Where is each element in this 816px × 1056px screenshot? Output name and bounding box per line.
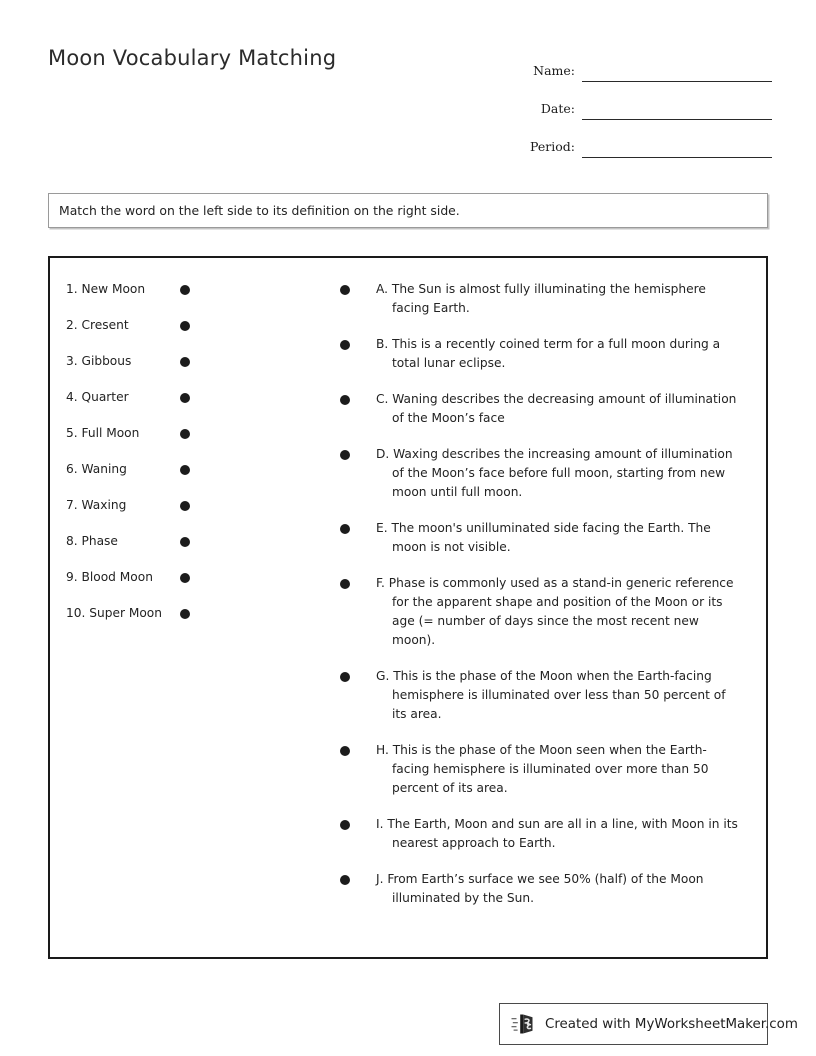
worksheet-header	[0, 0, 816, 160]
term-row[interactable]	[50, 604, 340, 623]
definition-row[interactable]	[340, 445, 766, 502]
term-row[interactable]	[50, 568, 340, 587]
date-label: Date:	[540, 101, 575, 116]
definition-match-dot[interactable]	[340, 340, 350, 350]
term-label: 4. Quarter	[66, 390, 129, 404]
terms-column	[50, 280, 340, 640]
definition-text: B. This is a recently coined term for a full moon during a total lunar eclipse.	[376, 337, 721, 370]
definition-text: H. This is the phase of the Moon seen when the Earth-facing hemisphere is illuminated over more than 50 percent of its area.	[376, 743, 709, 795]
student-info-block	[500, 44, 772, 158]
term-row[interactable]	[50, 424, 340, 443]
definition-text: E. The moon's unilluminated side facing the Earth. The moon is not visible.	[376, 521, 711, 554]
term-match-dot[interactable]	[180, 537, 190, 547]
name-label: Name:	[533, 63, 575, 78]
term-row[interactable]	[50, 496, 340, 515]
definition-row[interactable]	[340, 667, 766, 724]
definition-text: C. Waning describes the decreasing amount of illumination of the Moon’s face	[376, 392, 737, 425]
worksheet-maker-badge[interactable]	[499, 1003, 798, 1045]
matching-exercise-box	[48, 256, 768, 959]
definition-row[interactable]	[340, 574, 766, 650]
definition-row[interactable]	[340, 870, 766, 908]
term-row[interactable]	[50, 460, 340, 479]
term-row[interactable]	[50, 532, 340, 551]
page-title: Moon Vocabulary Matching	[48, 46, 337, 70]
term-match-dot[interactable]	[180, 321, 190, 331]
definition-text: A. The Sun is almost fully illuminating the hemisphere facing Earth.	[376, 282, 706, 315]
definition-match-dot[interactable]	[340, 450, 350, 460]
term-label: 9. Blood Moon	[66, 570, 153, 584]
definition-row[interactable]	[340, 335, 766, 373]
definition-text: I. The Earth, Moon and sun are all in a line, with Moon in its nearest approach to Earth.	[376, 817, 738, 850]
student-info-row-name	[500, 44, 772, 82]
period-write-line[interactable]	[582, 139, 772, 158]
term-match-dot[interactable]	[180, 357, 190, 367]
term-label: 5. Full Moon	[66, 426, 140, 440]
term-row[interactable]	[50, 388, 340, 407]
term-match-dot[interactable]	[180, 285, 190, 295]
date-write-line[interactable]	[582, 101, 772, 120]
definition-row[interactable]	[340, 280, 766, 318]
term-label: 1. New Moon	[66, 282, 146, 296]
definition-text: J. From Earth’s surface we see 50% (half) of the Moon illuminated by the Sun.	[376, 872, 704, 905]
student-info-row-period	[500, 120, 772, 158]
term-row[interactable]	[50, 352, 340, 371]
period-label: Period:	[530, 139, 575, 154]
definition-match-dot[interactable]	[340, 285, 350, 295]
term-label: 6. Waning	[66, 462, 127, 476]
name-write-line[interactable]	[582, 63, 772, 82]
term-match-dot[interactable]	[180, 501, 190, 511]
definition-match-dot[interactable]	[340, 579, 350, 589]
term-match-dot[interactable]	[180, 429, 190, 439]
definition-row[interactable]	[340, 741, 766, 798]
definition-text: D. Waxing describes the increasing amount of illumination of the Moon’s face before full moon, starting from new moon until full moon.	[376, 447, 733, 499]
definition-row[interactable]	[340, 815, 766, 853]
term-label: 7. Waxing	[66, 498, 127, 512]
instructions-box	[48, 193, 768, 228]
definition-row[interactable]	[340, 519, 766, 557]
definition-match-dot[interactable]	[340, 672, 350, 682]
term-label: 2. Cresent	[66, 318, 129, 332]
worksheet-maker-badge-text: Created with MyWorksheetMaker.com	[545, 1016, 798, 1032]
definition-text: G. This is the phase of the Moon when the Earth-facing hemisphere is illuminated over less than 50 percent of its area.	[376, 669, 726, 721]
definitions-column	[340, 280, 766, 925]
definition-row[interactable]	[340, 390, 766, 428]
definition-match-dot[interactable]	[340, 746, 350, 756]
definition-match-dot[interactable]	[340, 395, 350, 405]
definition-text: F. Phase is commonly used as a stand-in generic reference for the apparent shape and position of the Moon or its age (= number of days since the most recent new moon).	[376, 576, 734, 647]
term-match-dot[interactable]	[180, 609, 190, 619]
worksheet-maker-logo-icon	[511, 1012, 537, 1036]
term-label: 10. Super Moon	[66, 606, 162, 620]
term-label: 3. Gibbous	[66, 354, 132, 368]
term-match-dot[interactable]	[180, 393, 190, 403]
term-row[interactable]	[50, 280, 340, 299]
instructions-text: Match the word on the left side to its definition on the right side.	[59, 203, 460, 218]
term-label: 8. Phase	[66, 534, 118, 548]
term-match-dot[interactable]	[180, 465, 190, 475]
definition-match-dot[interactable]	[340, 875, 350, 885]
term-match-dot[interactable]	[180, 573, 190, 583]
student-info-row-date	[500, 82, 772, 120]
term-row[interactable]	[50, 316, 340, 335]
definition-match-dot[interactable]	[340, 820, 350, 830]
definition-match-dot[interactable]	[340, 524, 350, 534]
